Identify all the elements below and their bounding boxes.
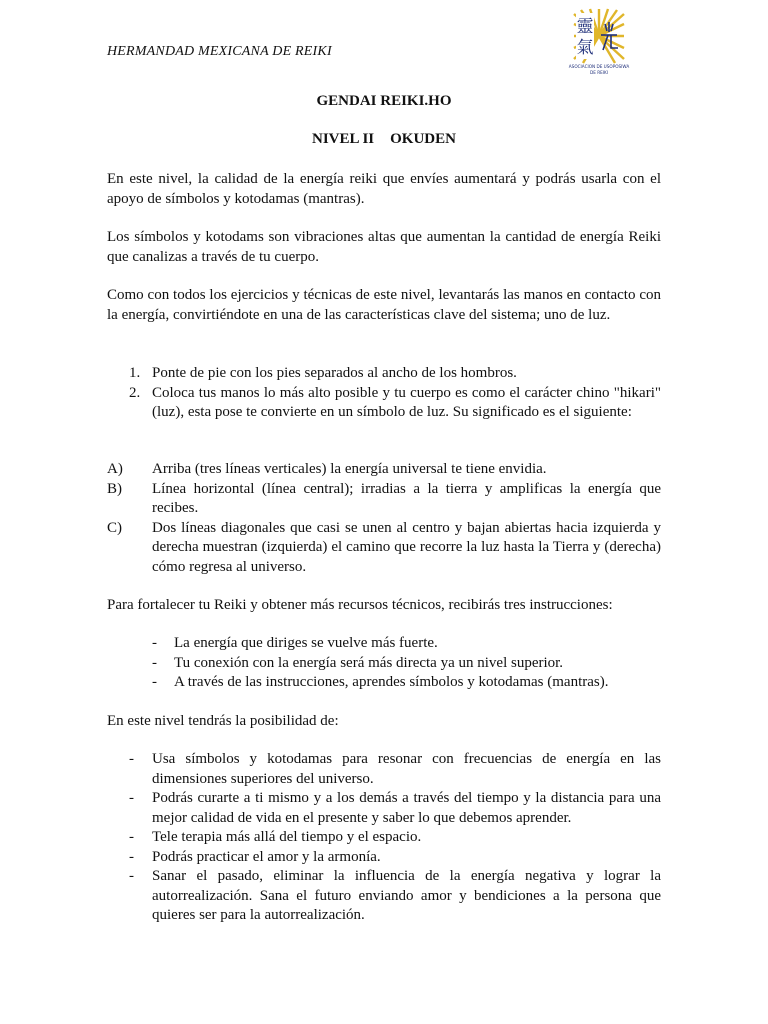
logo-caption-line2: DE REIKI xyxy=(590,70,608,75)
organization-header: HERMANDAD MEXICANA DE REIKI xyxy=(107,44,332,59)
list-marker: - xyxy=(129,751,134,767)
list-marker: A) xyxy=(107,461,123,477)
list-item-text: A través de las instrucciones, aprendes símbolos y kotodamas (mantras). xyxy=(174,674,609,690)
list-marker: - xyxy=(129,829,134,845)
list-item-text: Podrás practicar el amor y la armonía. xyxy=(152,848,381,865)
logo-kanji-ki: 氣 xyxy=(576,38,594,58)
document-title: GENDAI REIKI.HO xyxy=(316,93,452,109)
list-marker: 1. xyxy=(129,365,141,381)
paragraph-possibilities: En este nivel tendrás la posibilidad de: xyxy=(107,713,339,729)
list-item xyxy=(107,750,661,789)
list-marker: - xyxy=(129,848,134,865)
level-heading xyxy=(0,131,768,148)
list-item-text: Tele terapia más allá del tiempo y el espacio. xyxy=(152,829,422,845)
meaning-list xyxy=(107,460,661,577)
list-item xyxy=(107,634,661,654)
paragraph-symbols: Los símbolos y kotodams son vibraciones altas que aumentan la cantidad de energía Reiki que canalizas a través de tu cuerpo. xyxy=(107,229,661,265)
list-item xyxy=(107,519,661,578)
list-marker: - xyxy=(129,868,134,884)
list-item-text: Podrás curarte a ti mismo y a los demás a través del tiempo y la distancia para una mejor calidad de vida en el presente y saber lo que debemos aprender. xyxy=(152,790,661,826)
level-number: NIVEL II xyxy=(312,131,375,147)
reiki-logo xyxy=(568,8,630,78)
list-item-text: Tu conexión con la energía será más directa ya un nivel superior. xyxy=(174,654,564,671)
list-marker: - xyxy=(152,674,157,690)
list-item-text: Usa símbolos y kotodamas para resonar con frecuencias de energía en las dimensiones superiores del universo. xyxy=(152,751,661,787)
list-item-text: Dos líneas diagonales que casi se unen al centro y bajan abiertas hacia izquierda y derecha muestran (izquierda) el camino que recorre la luz hasta la Tierra y (derecha) cómo regresa al universo. xyxy=(152,519,661,575)
paragraph-instructions: Para fortalecer tu Reiki y obtener más recursos técnicos, recibirás tres instrucciones: xyxy=(107,597,613,613)
list-item xyxy=(107,828,661,848)
list-marker: C) xyxy=(107,519,122,536)
instructions-list xyxy=(107,634,661,693)
level-name: OKUDEN xyxy=(390,131,456,147)
list-item xyxy=(107,364,661,384)
list-marker: B) xyxy=(107,480,122,497)
list-marker: 2. xyxy=(129,384,141,401)
paragraph-intro: En este nivel, la calidad de la energía reiki que envíes aumentará y podrás usarla con el apoyo de símbolos y kotodamas (mantras). xyxy=(107,171,661,207)
list-item-text: La energía que diriges se vuelve más fuerte. xyxy=(174,635,438,651)
list-item-text: Sanar el pasado, eliminar la influencia de la energía negativa y lograr la autorrealización. Sana el futuro enviando amor y bendiciones a la persona que quieres ser para la autorrealización. xyxy=(152,868,661,923)
list-item xyxy=(107,654,661,674)
list-marker: - xyxy=(152,654,157,671)
logo-caption-line1: ASOCIACION DE USOPOSIWA xyxy=(568,64,630,69)
list-item-text: Línea horizontal (línea central); irradias a la tierra y amplificas la energía que recibes. xyxy=(152,480,661,516)
list-marker: - xyxy=(152,635,157,651)
list-item xyxy=(107,480,661,519)
list-marker: - xyxy=(129,790,134,806)
list-item xyxy=(107,867,661,926)
list-item-text: Coloca tus manos lo más alto posible y tu cuerpo es como el carácter chino "hikari" (luz), esta pose te convierte en un símbolo de luz. Su significado es el siguiente: xyxy=(152,384,661,420)
logo-kanji-rei: 靈 xyxy=(576,17,594,37)
list-item xyxy=(107,789,661,828)
numbered-steps-list xyxy=(107,364,661,423)
list-item xyxy=(107,460,661,480)
possibilities-list xyxy=(107,750,661,926)
list-item xyxy=(107,673,661,693)
paragraph-light: Como con todos los ejercicios y técnicas de este nivel, levantarás las manos en contacto con la energía, convirtiéndote en una de las características clave del sistema; uno de luz. xyxy=(107,287,661,323)
list-item-text: Ponte de pie con los pies separados al ancho de los hombros. xyxy=(152,365,517,381)
list-item-text: Arriba (tres líneas verticales) la energía universal te tiene envidia. xyxy=(152,461,547,477)
list-item xyxy=(107,848,661,868)
list-item xyxy=(107,384,661,423)
